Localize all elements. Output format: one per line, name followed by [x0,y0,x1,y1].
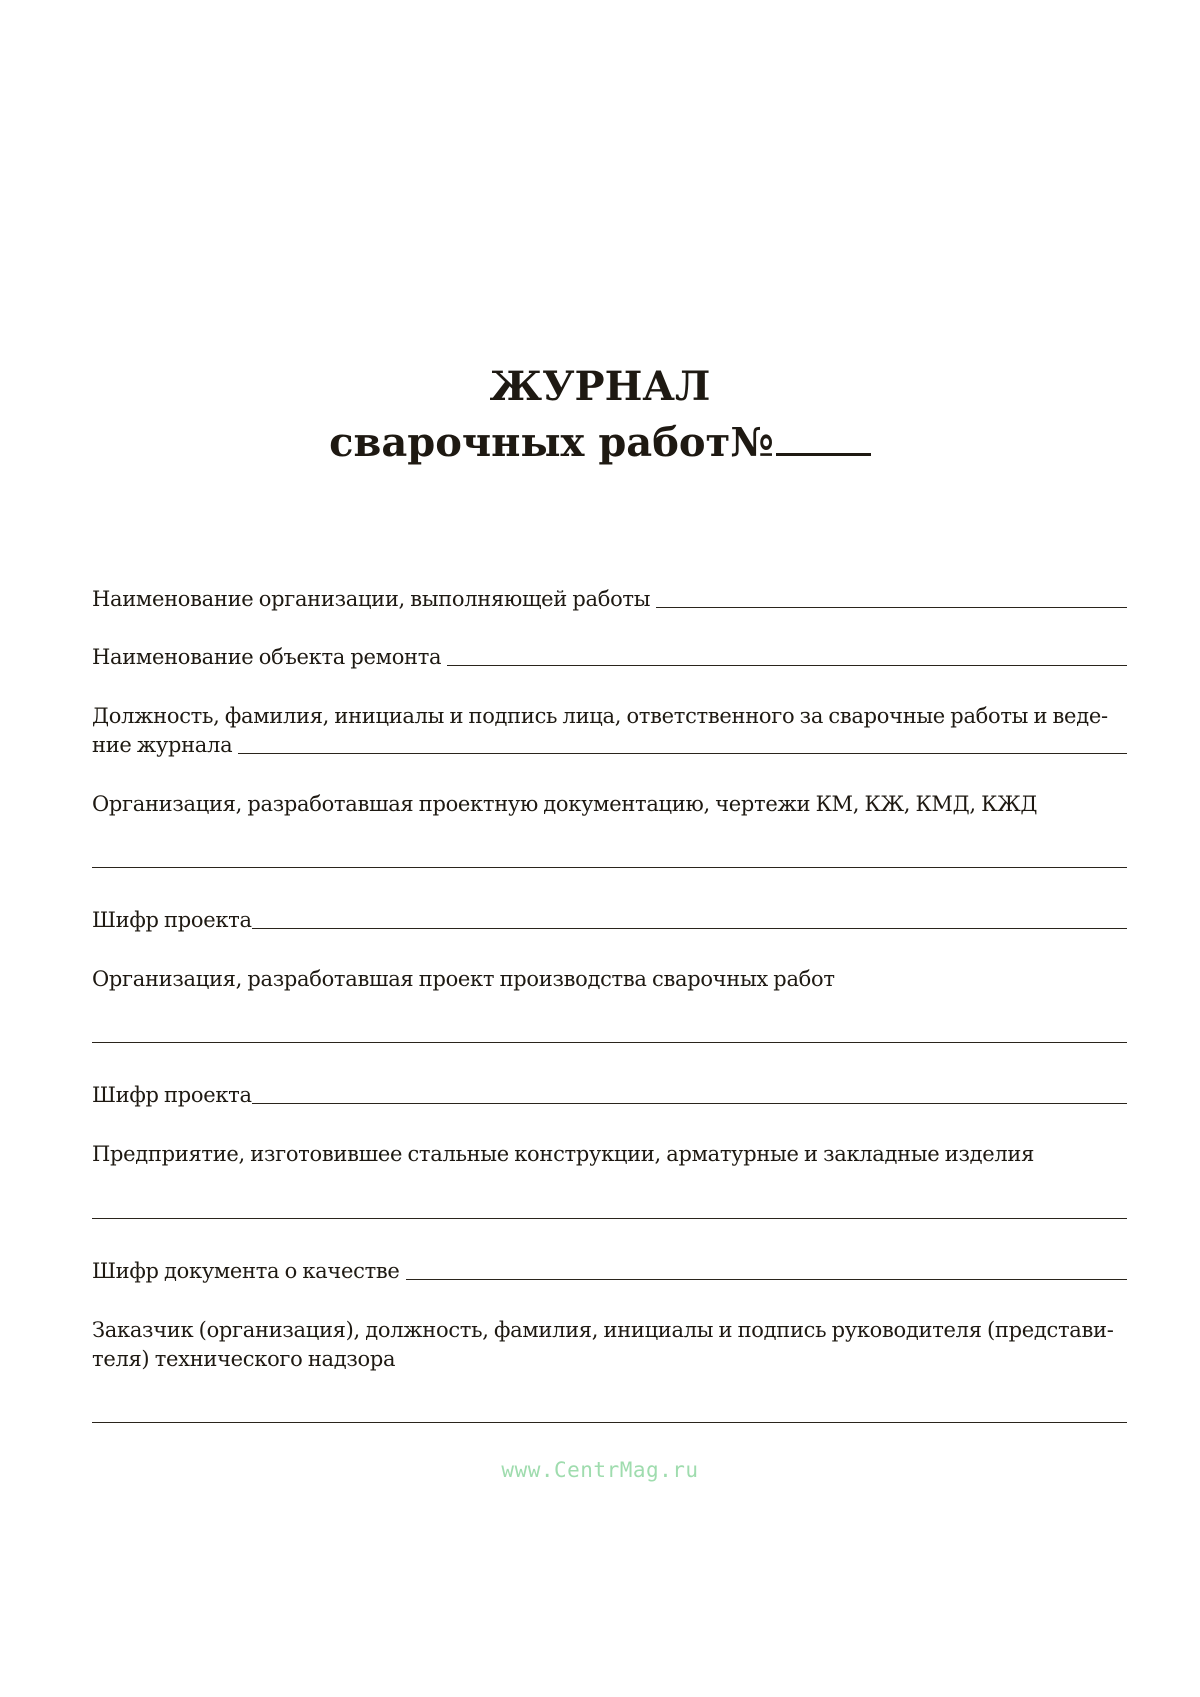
responsible-person-field [92,702,1127,760]
welding-project-org-blank[interactable] [92,1042,1127,1043]
journal-number-blank[interactable] [776,421,871,456]
quality-doc-label: Шифр документа о качестве [92,1259,400,1283]
customer-blank[interactable] [92,1422,1127,1423]
responsible-blank[interactable] [238,752,1127,754]
repair-object-field [92,643,1127,672]
customer-label-line1: Заказчик (организация), должность, фамилия, инициалы и подпись руководителя (представи- [92,1318,1114,1342]
responsible-label-line2: ние журнала [92,733,233,757]
customer-label-line2: теля) технического надзора [92,1347,396,1371]
design-org-label: Организация, разработавшая проектную документацию, чертежи КМ, КЖ, КМД, КЖД [92,792,1038,816]
org-name-label: Наименование организации, выполняющей работы [92,587,651,611]
quality-doc-blank[interactable] [406,1278,1127,1280]
subtitle-text: сварочных работ№ [329,419,774,466]
org-name-blank[interactable] [656,606,1127,608]
journal-title: ЖУРНАЛ [489,363,711,410]
welding-project-org-label: Организация, разработавшая проект производства сварочных работ [92,967,835,991]
design-org-blank[interactable] [92,867,1127,868]
responsible-label-line1: Должность, фамилия, инициалы и подпись лица, ответственного за сварочные работы и веде- [92,704,1108,728]
project-code-2-blank[interactable] [252,1102,1127,1104]
customer-field [92,1316,1127,1374]
welding-project-org-field [92,965,1127,994]
manufacturer-blank[interactable] [92,1218,1127,1219]
repair-object-label: Наименование объекта ремонта [92,645,442,669]
manufacturer-field [92,1140,1127,1169]
project-code-1-blank[interactable] [252,927,1127,929]
repair-object-blank[interactable] [447,664,1127,666]
quality-doc-field [92,1257,1127,1286]
project-code-2-field [92,1081,1127,1110]
project-code-1-field [92,906,1127,935]
journal-subtitle [0,418,1200,468]
watermark: www.CentrMag.ru [501,1458,699,1482]
org-name-field [92,585,1127,614]
project-code-2-label: Шифр проекта [92,1083,252,1107]
manufacturer-label: Предприятие, изготовившее стальные конструкции, арматурные и закладные изделия [92,1142,1035,1166]
project-code-1-label: Шифр проекта [92,908,252,932]
design-org-field [92,790,1127,819]
